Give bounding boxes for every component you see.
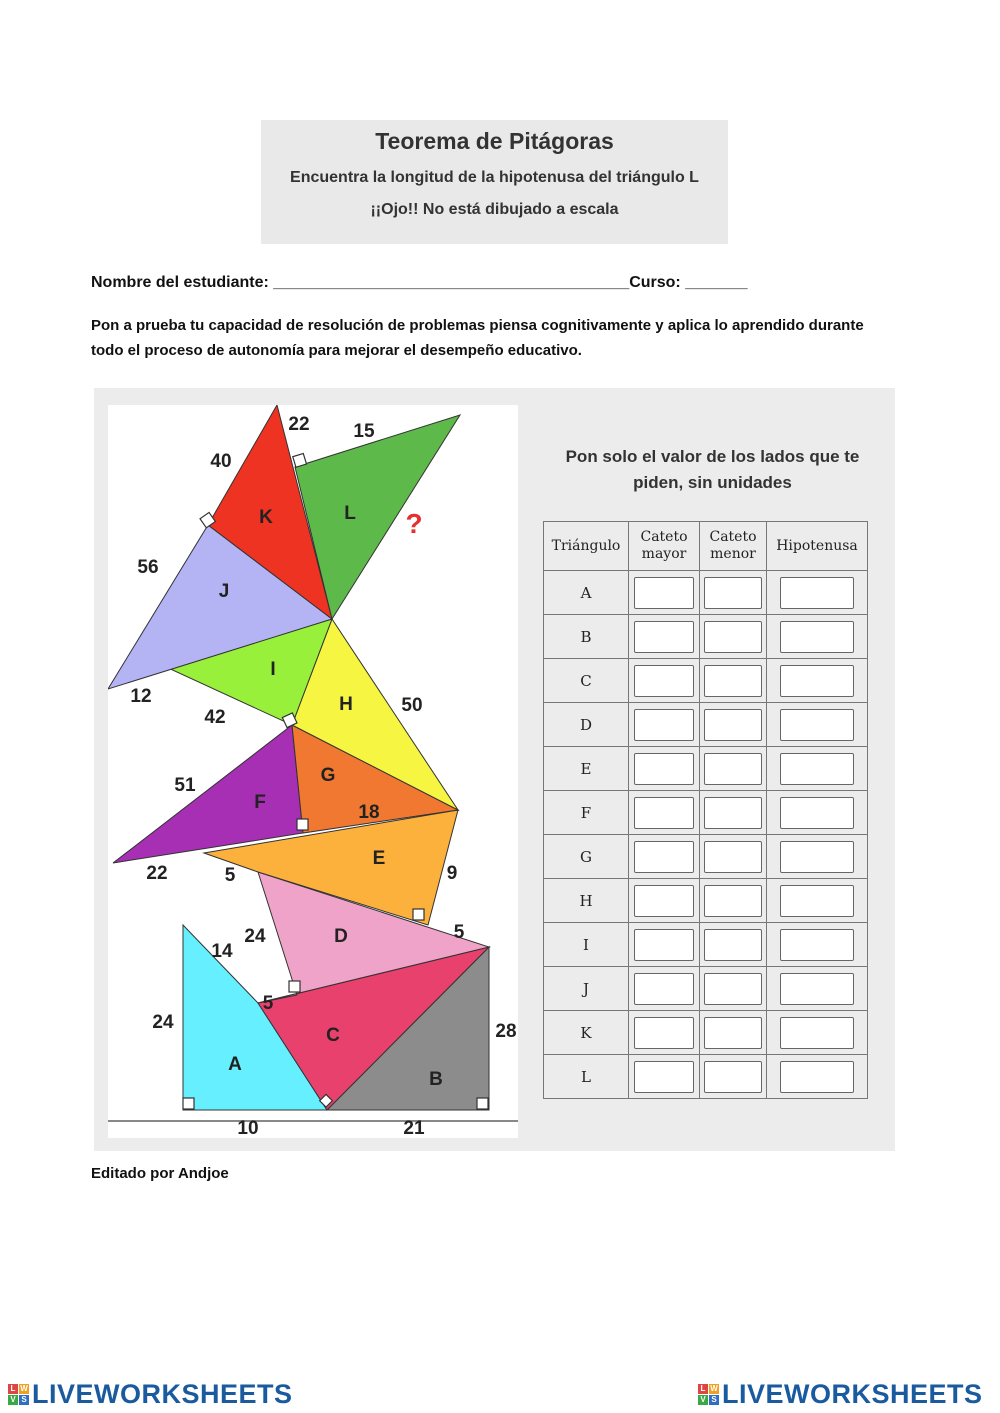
label-A: A xyxy=(228,1054,242,1075)
side-label: 12 xyxy=(130,686,152,707)
hipotenusa-cell xyxy=(767,1011,868,1055)
header-cateto-menor: Cateto menor xyxy=(700,522,767,571)
cateto-mayor-cell xyxy=(629,571,700,615)
brand-name: LIVEWORKSHEETS xyxy=(32,1379,293,1409)
label-H: H xyxy=(339,694,353,715)
hipotenusa-input[interactable] xyxy=(780,929,854,961)
label-F: F xyxy=(254,792,266,813)
cateto-mayor-input[interactable] xyxy=(634,665,694,697)
hipotenusa-input[interactable] xyxy=(780,973,854,1005)
student-name-line: Nombre del estudiante: ________________________________________Curso: _______ xyxy=(91,274,748,291)
worksheet-subtitle: Encuentra la longitud de la hipotenusa del triángulo L xyxy=(290,169,699,186)
cateto-mayor-input[interactable] xyxy=(634,577,694,609)
side-label: 5 xyxy=(262,993,274,1014)
cateto-mayor-cell xyxy=(629,703,700,747)
side-label: 40 xyxy=(210,451,232,472)
hipotenusa-cell xyxy=(767,879,868,923)
triangle-name-cell: E xyxy=(544,747,629,791)
label-B: B xyxy=(429,1069,443,1090)
logo-tile: S xyxy=(709,1395,719,1405)
hipotenusa-input[interactable] xyxy=(780,577,854,609)
side-label: 24 xyxy=(152,1012,174,1033)
table-row xyxy=(544,747,868,791)
answer-prompt: Pon solo el valor de los lados que te piden, sin unidades xyxy=(565,447,860,492)
label-I: I xyxy=(270,659,276,680)
side-label: 50 xyxy=(401,695,423,716)
triangle-name-cell: I xyxy=(544,923,629,967)
logo-tile: W xyxy=(710,1384,718,1393)
label-G: G xyxy=(320,765,336,786)
cateto-menor-input[interactable] xyxy=(704,797,762,829)
cateto-menor-input[interactable] xyxy=(704,929,762,961)
hipotenusa-input[interactable] xyxy=(780,753,854,785)
label-D: D xyxy=(334,926,348,947)
logo-tile: L xyxy=(8,1384,18,1394)
right-angle-mark xyxy=(183,1098,194,1109)
hipotenusa-cell xyxy=(767,615,868,659)
right-angle-mark xyxy=(293,453,307,467)
right-angle-mark xyxy=(297,819,308,830)
table-row xyxy=(544,615,868,659)
table-row xyxy=(544,967,868,1011)
cateto-mayor-input[interactable] xyxy=(634,929,694,961)
cateto-menor-input[interactable] xyxy=(704,621,762,653)
side-label: 18 xyxy=(358,802,380,823)
hipotenusa-input[interactable] xyxy=(780,885,854,917)
cateto-mayor-input[interactable] xyxy=(634,1017,694,1049)
side-label: 5 xyxy=(224,865,236,886)
hipotenusa-input[interactable] xyxy=(780,621,854,653)
cateto-mayor-input[interactable] xyxy=(634,973,694,1005)
cateto-mayor-input[interactable] xyxy=(634,841,694,873)
table-row xyxy=(544,835,868,879)
cateto-mayor-cell xyxy=(629,615,700,659)
liveworksheets-logo-icon xyxy=(8,1384,29,1405)
liveworksheets-logo-left xyxy=(8,1379,293,1410)
cateto-menor-input[interactable] xyxy=(704,577,762,609)
logo-tile: V xyxy=(8,1395,18,1405)
cateto-menor-cell xyxy=(700,747,767,791)
logo-tile: V xyxy=(698,1395,708,1405)
header-hipotenusa: Hipotenusa xyxy=(767,522,868,571)
cateto-menor-input[interactable] xyxy=(704,709,762,741)
table-row xyxy=(544,1011,868,1055)
label-E: E xyxy=(372,848,386,869)
worksheet-title: Teorema de Pitágoras xyxy=(375,128,614,154)
hipotenusa-cell xyxy=(767,659,868,703)
cateto-menor-cell xyxy=(700,967,767,1011)
cateto-menor-cell xyxy=(700,923,767,967)
label-K: K xyxy=(259,507,273,528)
hipotenusa-input[interactable] xyxy=(780,665,854,697)
header-cateto-mayor: Cateto mayor xyxy=(629,522,700,571)
cateto-mayor-input[interactable] xyxy=(634,1061,694,1093)
hipotenusa-cell xyxy=(767,571,868,615)
triangle-name-cell: J xyxy=(544,967,629,1011)
hipotenusa-cell xyxy=(767,791,868,835)
triangle-name-cell: G xyxy=(544,835,629,879)
cateto-mayor-input[interactable] xyxy=(634,753,694,785)
side-label: 21 xyxy=(403,1118,425,1138)
hipotenusa-cell xyxy=(767,967,868,1011)
cateto-menor-cell xyxy=(700,703,767,747)
label-L: L xyxy=(344,503,356,524)
table-row xyxy=(544,879,868,923)
answers-table xyxy=(543,521,868,1099)
cateto-mayor-cell xyxy=(629,791,700,835)
cateto-mayor-input[interactable] xyxy=(634,797,694,829)
cateto-mayor-cell xyxy=(629,879,700,923)
triangle-name-cell: D xyxy=(544,703,629,747)
cateto-mayor-cell xyxy=(629,967,700,1011)
hipotenusa-cell xyxy=(767,835,868,879)
logo-tile: W xyxy=(20,1384,28,1393)
label-C: C xyxy=(326,1025,340,1046)
triangle-name-cell: K xyxy=(544,1011,629,1055)
cateto-mayor-input[interactable] xyxy=(634,621,694,653)
instructions: Pon a prueba tu capacidad de resolución de problemas piensa cognitivamente y aplica lo aprendido durante todo el proceso de autonomía para mejorar el desempeño educativo. xyxy=(91,317,864,359)
liveworksheets-logo-right xyxy=(698,1379,983,1410)
table-row xyxy=(544,923,868,967)
side-label: 22 xyxy=(146,863,168,884)
cateto-mayor-cell xyxy=(629,1011,700,1055)
side-label: 51 xyxy=(174,775,196,796)
side-label: 5 xyxy=(453,922,465,943)
side-label: 15 xyxy=(353,421,375,442)
cateto-menor-cell xyxy=(700,571,767,615)
right-angle-mark xyxy=(477,1098,488,1109)
triangle-figure xyxy=(108,405,518,1138)
cateto-mayor-cell xyxy=(629,835,700,879)
table-header-row xyxy=(544,522,868,571)
side-label: 22 xyxy=(288,414,310,435)
cateto-mayor-cell xyxy=(629,923,700,967)
cateto-menor-input[interactable] xyxy=(704,1017,762,1049)
triangle-name-cell: B xyxy=(544,615,629,659)
cateto-menor-input[interactable] xyxy=(704,753,762,785)
edited-by: Editado por Andjoe xyxy=(91,1165,229,1182)
hipotenusa-input[interactable] xyxy=(780,797,854,829)
side-label: 14 xyxy=(211,941,233,962)
hipotenusa-input[interactable] xyxy=(780,709,854,741)
hipotenusa-cell xyxy=(767,923,868,967)
scale-warning: ¡¡Ojo!! No está dibujado a escala xyxy=(370,201,619,218)
triangle-name-cell: C xyxy=(544,659,629,703)
brand-name: LIVEWORKSHEETS xyxy=(722,1379,983,1409)
side-label: 10 xyxy=(237,1118,259,1138)
cateto-menor-input[interactable] xyxy=(704,973,762,1005)
triangle-name-cell: L xyxy=(544,1055,629,1099)
triangle-name-cell: F xyxy=(544,791,629,835)
hipotenusa-cell xyxy=(767,747,868,791)
cateto-mayor-cell xyxy=(629,659,700,703)
label-J: J xyxy=(218,581,230,602)
cateto-menor-cell xyxy=(700,879,767,923)
cateto-menor-cell xyxy=(700,615,767,659)
table-row xyxy=(544,1055,868,1099)
logo-tile: S xyxy=(19,1395,29,1405)
hipotenusa-input[interactable] xyxy=(780,1061,854,1093)
side-label: 42 xyxy=(204,707,226,728)
cateto-menor-input[interactable] xyxy=(704,885,762,917)
right-angle-mark xyxy=(289,981,300,992)
cateto-menor-input[interactable] xyxy=(704,1061,762,1093)
cateto-menor-cell xyxy=(700,1055,767,1099)
cateto-menor-cell xyxy=(700,835,767,879)
right-angle-mark xyxy=(413,909,424,920)
cateto-menor-cell xyxy=(700,1011,767,1055)
table-row xyxy=(544,571,868,615)
question-mark: ? xyxy=(405,508,423,539)
hipotenusa-cell xyxy=(767,1055,868,1099)
logo-tile: L xyxy=(698,1384,708,1394)
side-label: 56 xyxy=(137,557,159,578)
table-row xyxy=(544,791,868,835)
hipotenusa-input[interactable] xyxy=(780,841,854,873)
liveworksheets-logo-icon xyxy=(698,1384,719,1405)
triangle-name-cell: H xyxy=(544,879,629,923)
side-label: 9 xyxy=(446,863,458,884)
cateto-mayor-input[interactable] xyxy=(634,885,694,917)
triangle-name-cell: A xyxy=(544,571,629,615)
cateto-menor-input[interactable] xyxy=(704,665,762,697)
hipotenusa-input[interactable] xyxy=(780,1017,854,1049)
worksheet-header xyxy=(261,120,728,244)
table-row xyxy=(544,703,868,747)
triangle-spiral-diagram xyxy=(108,405,518,1138)
table-row xyxy=(544,659,868,703)
cateto-menor-input[interactable] xyxy=(704,841,762,873)
header-triangle: Triángulo xyxy=(544,522,629,571)
cateto-menor-cell xyxy=(700,791,767,835)
answer-area xyxy=(530,388,895,1151)
side-label: 28 xyxy=(495,1021,517,1042)
cateto-mayor-cell xyxy=(629,1055,700,1099)
cateto-menor-cell xyxy=(700,659,767,703)
exercise-panel xyxy=(94,388,895,1151)
cateto-mayor-input[interactable] xyxy=(634,709,694,741)
side-label: 24 xyxy=(244,926,266,947)
cateto-mayor-cell xyxy=(629,747,700,791)
hipotenusa-cell xyxy=(767,703,868,747)
